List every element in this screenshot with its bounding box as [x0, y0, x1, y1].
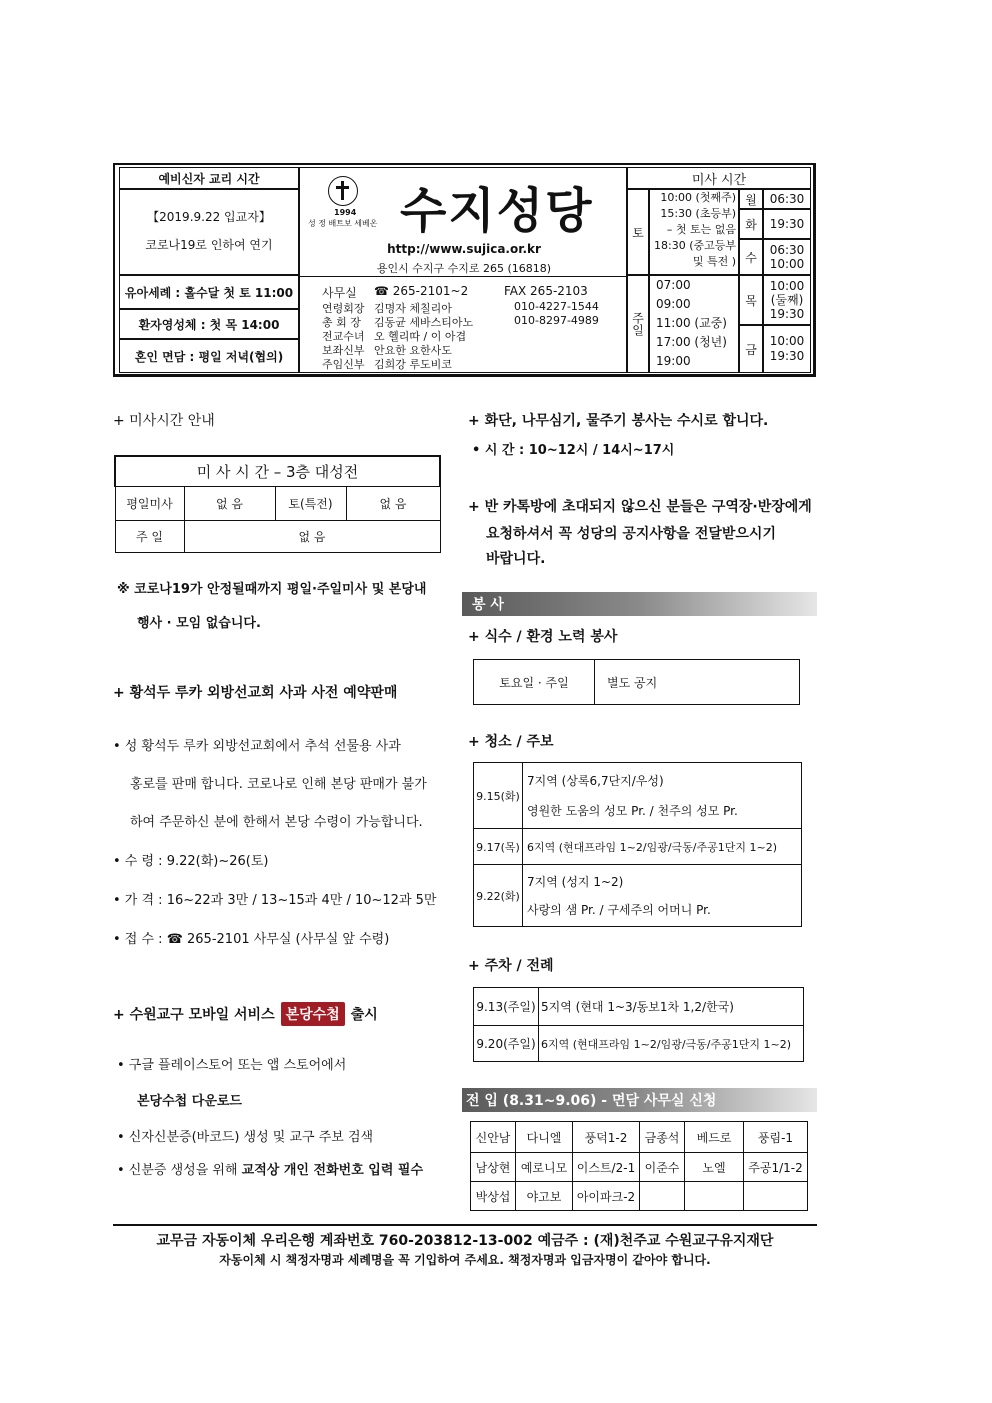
sat-time: 10:00 (첫째주): [660, 191, 736, 204]
sun-time: 19:00: [656, 354, 691, 368]
apple-line: 홍로를 판매 합니다. 코로나로 인해 본당 판매가 불가: [130, 777, 427, 792]
table-row: [474, 988, 804, 1026]
contact-row: [322, 314, 599, 328]
sat-time: 18:30 (중고등부: [654, 239, 736, 252]
contact-phone: 010-8297-4989: [514, 314, 599, 327]
movein-cell: 금종석: [640, 1122, 685, 1153]
contact-role: 보좌신부: [322, 344, 365, 357]
movein-cell: 이준수: [640, 1153, 685, 1182]
mobile-title-pre: + 수원교구 모바일 서비스: [113, 1007, 275, 1023]
movein-cell: 아이파크-2: [573, 1182, 640, 1211]
movein-cell: 풍림-1: [744, 1122, 808, 1153]
church-info-box: [299, 167, 627, 373]
contact-row: [322, 300, 599, 314]
sat-mass-value: 없 음: [346, 486, 440, 520]
mobile-line-last: [117, 1159, 423, 1178]
weekday-time: 10:00 (둘째) 19:30: [763, 275, 811, 325]
marriage-info: 혼인 면담 : 평일 저녁(협의): [119, 339, 299, 373]
meal-service-table: [473, 659, 800, 705]
bulletin-header: [113, 163, 816, 377]
movein-cell: 노엘: [685, 1153, 744, 1182]
sun-times: [649, 275, 739, 373]
parking-value: 6지역 (현대프라임 1~2/임광/극동/주공1단지 1~2): [539, 1026, 804, 1062]
sat-mass-label: 토(특전): [275, 486, 346, 520]
parking-date: 9.20(주일): [474, 1026, 539, 1062]
weekday-time: 06:30 10:00: [763, 239, 811, 275]
clean-date: 9.22(화): [474, 865, 523, 927]
meal-value: 별도 공지: [595, 660, 800, 705]
movein-cell: 다니엘: [516, 1122, 573, 1153]
mass-table-title: 미 사 시 간 – 3층 대성전: [115, 456, 440, 486]
mass-time-title: 미사 시간: [627, 167, 811, 189]
mobile-last-bold: 교적상 개인 전화번호 입력 필수: [241, 1163, 424, 1178]
movein-cell: 주공1/1-2: [744, 1153, 808, 1182]
contacts-list: [322, 284, 599, 370]
movein-cell: 남상현: [471, 1153, 516, 1182]
sun-time: 17:00 (청년): [656, 335, 727, 349]
contact-name: 김동균 세바스티아노: [374, 316, 474, 329]
garden-service-time: • 시 간 : 10~12시 / 14시~17시: [472, 443, 675, 458]
mobile-title-post: 출시: [350, 1007, 378, 1023]
apple-line: • 접 수 : ☎ 265-2101 사무실 (사무실 앞 수령): [113, 932, 390, 947]
movein-cell: [685, 1182, 744, 1211]
apple-line: • 가 격 : 16~22과 3만 / 13~15과 4만 / 10~12과 5만: [113, 893, 437, 908]
clean-line: 영원한 도움의 성모 Pr. / 천주의 성모 Pr.: [527, 803, 738, 818]
clean-line: 7지역 (성지 1~2): [527, 874, 624, 889]
sat-time: 15:30 (초등부): [660, 207, 736, 220]
mass-time-table: [114, 455, 441, 553]
contact-name: 오 헬리따 / 이 아겹: [374, 330, 467, 343]
mass-guide-title: + 미사시간 안내: [113, 413, 215, 429]
footer-line2: 자동이체 시 책정자명과 세례명을 꼭 기입하여 주세요. 책정자명과 입금자명이 같아야 합니다.: [219, 1253, 711, 1267]
weekday-time: 06:30: [763, 189, 811, 209]
contact-row: [322, 328, 599, 342]
movein-cell: [744, 1182, 808, 1211]
contact-name: 김희강 루도비코: [374, 358, 452, 371]
kakao-line: + 반 카톡방에 초대되지 않으신 분들은 구역장·반장에게: [468, 499, 812, 515]
table-row: [471, 1182, 808, 1211]
movein-cell: 박상섭: [471, 1182, 516, 1211]
meal-service-title: + 식수 / 환경 노력 봉사: [468, 629, 618, 645]
weekday-label: 화: [739, 209, 763, 239]
sat-label: 토: [627, 189, 649, 275]
covid-notice-line1: ※ 코로나19가 안정될때까지 평일·주일미사 및 본당내: [117, 582, 427, 597]
cross-logo-icon: [328, 176, 358, 206]
mobile-line: • 신자신분증(바코드) 생성 및 교구 주보 검색: [117, 1130, 374, 1145]
service-section-bar: 봉 사: [462, 592, 817, 616]
weekday-mass-value: 없 음: [184, 486, 275, 520]
table-row: [474, 829, 802, 865]
clean-date: 9.15(화): [474, 763, 523, 829]
movein-cell: 이스트/2-1: [573, 1153, 640, 1182]
table-row: [471, 1122, 808, 1153]
catechism-box: [119, 189, 299, 275]
parking-value: 5지역 (현대 1~3/동보1차 1,2/한국): [539, 988, 804, 1026]
sun-time: 11:00 (교중): [656, 316, 727, 330]
movein-cell: 베드로: [685, 1122, 744, 1153]
sun-time: 07:00: [656, 278, 691, 292]
church-url[interactable]: http://www.sujica.or.kr: [387, 242, 541, 256]
meal-day: 토요일 · 주일: [474, 660, 595, 705]
mobile-app-badge: 본당수첩: [281, 1002, 345, 1026]
move-in-table: [470, 1121, 808, 1211]
contact-name: 김명자 체칠리아: [374, 302, 452, 315]
contact-row: [322, 356, 599, 370]
movein-cell: 풍덕1-2: [573, 1122, 640, 1153]
apple-line: • 수 령 : 9.22(화)~26(토): [113, 854, 269, 869]
clean-detail: [523, 763, 802, 829]
footer-divider: [113, 1224, 817, 1226]
weekday-time: 10:00 19:30: [763, 325, 811, 373]
sun-time: 09:00: [656, 297, 691, 311]
contact-name: ☎ 265-2101~2: [374, 284, 469, 298]
covid-notice-line2: 행사 · 모임 없습니다.: [137, 616, 261, 631]
contact-name: 안요한 요한사도: [374, 344, 452, 357]
movein-cell: [640, 1182, 685, 1211]
garden-service-title: + 화단, 나무심기, 물주기 봉사는 수시로 합니다.: [468, 413, 769, 429]
clean-line: 7지역 (상록6,7단지/우성): [527, 773, 664, 788]
movein-cell: 야고보: [516, 1182, 573, 1211]
contact-role: 사무실: [322, 286, 357, 300]
church-address: 용인시 수지구 수지로 265 (16818): [376, 262, 552, 275]
sunday-mass-label: 주 일: [115, 520, 184, 552]
apple-line: • 성 황석두 루카 외방선교회에서 추석 선물용 사과: [113, 739, 401, 754]
sat-times: [649, 189, 739, 275]
table-row: [474, 1026, 804, 1062]
movein-cell: 신안남: [471, 1122, 516, 1153]
kakao-line: 바랍니다.: [486, 551, 546, 567]
table-row: [471, 1153, 808, 1182]
logo-year: 1994: [334, 208, 357, 217]
apple-line: 하여 주문하신 분에 한해서 본당 수령이 가능합니다.: [130, 815, 423, 830]
weekday-mass-label: 평일미사: [115, 486, 184, 520]
table-row: [474, 763, 802, 829]
anointing-info: 환자영성체 : 첫 목 14:00: [119, 309, 299, 339]
weekday-label: 금: [739, 325, 763, 373]
sun-label: 주일: [627, 275, 649, 373]
clean-date: 9.17(목): [474, 829, 523, 865]
weekday-label: 목: [739, 275, 763, 325]
clean-detail: 6지역 (현대프라임 1~2/임광/극동/주공1단지 1~2): [523, 829, 802, 865]
contact-phone: 010-4227-1544: [514, 300, 599, 313]
sunday-mass-value: 없 음: [184, 520, 440, 552]
contact-row: [322, 342, 599, 356]
cleaning-title: + 청소 / 주보: [468, 734, 554, 750]
contact-role: 주임신부: [322, 358, 365, 371]
logo-name: 성 정 배트보 세베온: [308, 219, 378, 228]
contact-role: 연령회장: [322, 302, 365, 315]
apple-sale-title: + 황석두 루카 외방선교회 사과 사전 예약판매: [113, 685, 398, 701]
sat-time: 및 특전 ): [692, 255, 736, 268]
weekday-label: 월: [739, 189, 763, 209]
infant-baptism: 유아세례 : 홀수달 첫 토 11:00: [119, 275, 299, 309]
church-name: 수지성당: [400, 183, 594, 239]
footer-line1: 교무금 자동이체 우리은행 계좌번호 760-203812-13-002 예금주 : (재)천주교 수원교구유지재단: [156, 1233, 774, 1249]
contact-row: [322, 284, 599, 300]
table-row: [474, 865, 802, 927]
catechism-line2: 코로나19로 인하여 연기: [145, 238, 273, 252]
parking-table: [473, 987, 804, 1062]
parking-title: + 주차 / 전례: [468, 958, 554, 974]
contact-role: 전교수녀: [322, 330, 365, 343]
parking-date: 9.13(주일): [474, 988, 539, 1026]
cleaning-table: [473, 762, 802, 927]
weekday-label: 수: [739, 239, 763, 275]
mobile-line: 본당수첩 다운로드: [137, 1094, 242, 1109]
sat-time: – 첫 토는 없음: [666, 223, 736, 236]
mobile-service-title: [113, 1002, 378, 1026]
move-in-bar: 전 입 (8.31~9.06) - 면담 사무실 신청: [462, 1088, 817, 1112]
clean-detail: [523, 865, 802, 927]
weekday-time: 19:30: [763, 209, 811, 239]
clean-line: 사랑의 샘 Pr. / 구세주의 어머니 Pr.: [527, 902, 711, 917]
movein-cell: 예로니모: [516, 1153, 573, 1182]
mobile-last-pre: • 신분증 생성을 위해: [117, 1163, 242, 1178]
catechism-line1: 【2019.9.22 입교자】: [147, 210, 271, 224]
catechism-title: 예비신자 교리 시간: [119, 167, 299, 189]
mobile-line: • 구글 플레이스토어 또는 앱 스토어에서: [117, 1058, 347, 1073]
kakao-line: 요청하셔서 꼭 성당의 공지사항을 전달받으시기: [486, 526, 776, 542]
contact-phone: FAX 265-2103: [504, 284, 588, 298]
contact-role: 총 회 장: [322, 316, 361, 329]
